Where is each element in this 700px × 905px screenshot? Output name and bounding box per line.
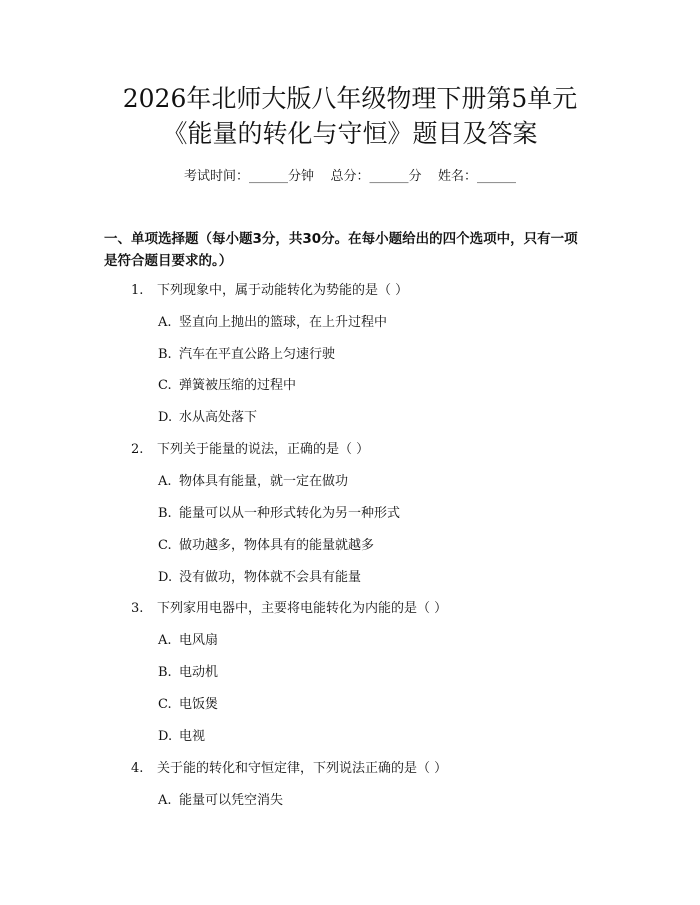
question-2-option-b [158, 505, 400, 523]
question-text: 下列关于能量的说法，正确的是（ ） [157, 442, 370, 457]
option-text: 电动机 [179, 665, 219, 680]
question-1 [131, 282, 408, 300]
question-3 [131, 600, 447, 618]
option-letter: B. [158, 506, 172, 521]
option-text: 汽车在平直公路上匀速行驶 [179, 347, 336, 362]
question-text: 下列家用电器中，主要将电能转化为内能的是（ ） [157, 601, 448, 616]
question-1-option-d [158, 409, 257, 427]
question-2-option-d [158, 569, 361, 587]
option-letter: C. [158, 538, 172, 553]
question-3-option-d [158, 728, 205, 746]
question-text: 关于能的转化和守恒定律，下列说法正确的是（ ） [157, 761, 448, 776]
document-title-line2: 《能量的转化与守恒》题目及答案 [162, 119, 538, 148]
option-text: 能量可以凭空消失 [179, 793, 284, 808]
option-letter: D. [158, 410, 173, 425]
question-4 [131, 760, 447, 778]
document-title-line1: 2026年北师大版八年级物理下册第5单元 [122, 84, 578, 113]
question-number: 3. [131, 601, 144, 616]
option-letter: A. [158, 474, 172, 489]
question-3-option-b [158, 664, 218, 682]
section-heading-line2: 是符合题目要求的。） [104, 253, 233, 269]
option-text: 没有做功，物体就不会具有能量 [179, 570, 362, 585]
question-1-option-b [158, 346, 335, 364]
question-1-option-a [158, 314, 387, 332]
option-letter: B. [158, 665, 172, 680]
exam-info-line: 考试时间：______分钟 总分：______分 姓名：______ [183, 169, 517, 184]
question-1-option-c [158, 377, 296, 395]
question-number: 4. [131, 761, 144, 776]
option-letter: D. [158, 570, 173, 585]
option-text: 能量可以从一种形式转化为另一种形式 [179, 506, 401, 521]
question-2-option-c [158, 537, 374, 555]
option-letter: C. [158, 697, 172, 712]
option-letter: C. [158, 378, 172, 393]
option-letter: B. [158, 347, 172, 362]
option-text: 做功越多，物体具有的能量就越多 [179, 538, 375, 553]
question-text: 下列现象中，属于动能转化为势能的是（ ） [157, 283, 409, 298]
question-number: 1. [131, 283, 144, 298]
option-text: 电视 [179, 729, 206, 744]
option-text: 电风扇 [179, 633, 219, 648]
question-number: 2. [131, 442, 144, 457]
section-heading-line1: 一、单项选择题（每小题3分，共30分。在每小题给出的四个选项中，只有一项 [104, 231, 578, 247]
question-2-option-a [158, 473, 348, 491]
option-text: 物体具有能量，就一定在做功 [179, 474, 349, 489]
question-2 [131, 441, 369, 459]
option-letter: A. [158, 315, 172, 330]
option-letter: D. [158, 729, 173, 744]
option-text: 水从高处落下 [179, 410, 258, 425]
option-text: 弹簧被压缩的过程中 [179, 378, 297, 393]
option-letter: A. [158, 633, 172, 648]
question-3-option-c [158, 696, 218, 714]
question-3-option-a [158, 632, 218, 650]
option-letter: A. [158, 793, 172, 808]
option-text: 电饭煲 [179, 697, 219, 712]
question-4-option-a [158, 792, 283, 810]
option-text: 竖直向上抛出的篮球，在上升过程中 [179, 315, 388, 330]
